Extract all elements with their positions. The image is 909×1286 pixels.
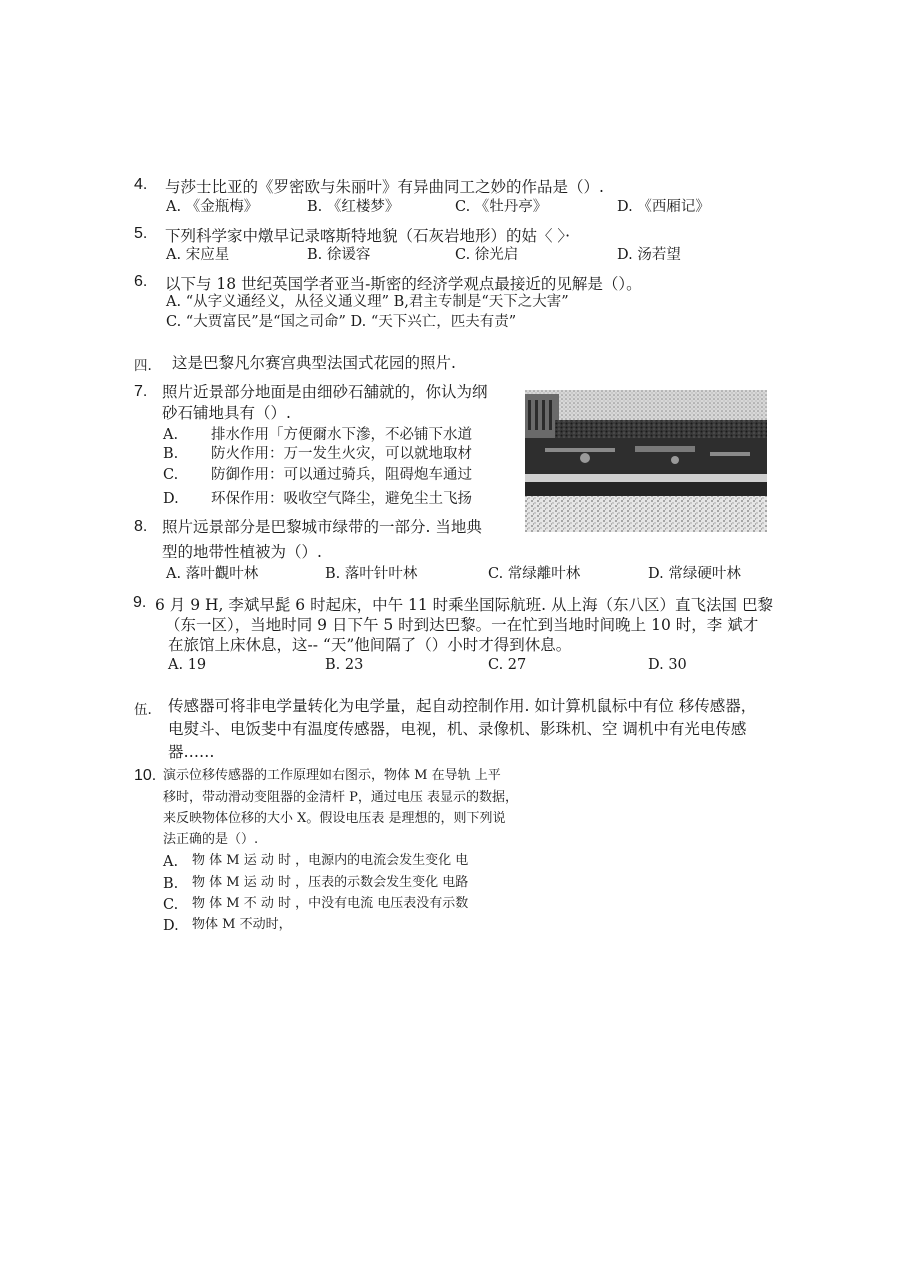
q10-text-line4: 法正确的是（）. <box>163 832 259 847</box>
q6-number: 6. <box>134 273 148 290</box>
q6-text: 以下与 18 世纪英国学者亚当-斯密的经济学观点最接近的见解是（）。 <box>165 275 642 293</box>
q5-text: 下列科学家中燉早记录喀斯特地貌（石灰岩地形）的姑〈 〉· <box>165 227 571 245</box>
q10-option-d-label: D. <box>163 918 179 934</box>
section5-text-line3: 器…… <box>168 743 215 761</box>
q8-option-b: B. 落叶针叶林 <box>325 566 418 582</box>
section4-number: 四. <box>134 358 152 374</box>
q9-option-c: C. 27 <box>488 657 527 673</box>
q7-number: 7. <box>134 383 148 400</box>
q10-text-line1: 演示位移传感器的工作原理如右图示，物体 M 在导轨 上平 <box>163 768 501 783</box>
q9-option-d: D. 30 <box>648 657 687 673</box>
q7-option-b-label: B. <box>163 446 179 462</box>
q5-option-a: A. 宋应星 <box>166 247 230 263</box>
q9-number: 9. <box>133 594 147 611</box>
q10-number: 10. <box>134 767 157 784</box>
q4-option-b: B. 《红楼梦》 <box>307 199 400 215</box>
section5-number: 伍. <box>134 702 152 718</box>
q7-text-line2: 砂石铺地具有（）. <box>162 404 291 422</box>
section4-text: 这是巴黎凡尔赛宫典型法国式花园的照片. <box>172 354 456 372</box>
q4-text: 与莎士比亚的《罗密欧与朱丽叶》有异曲同工之妙的作品是（）. <box>165 178 604 196</box>
q5-option-d: D. 汤若望 <box>617 247 681 263</box>
q7-option-a-text: 排水作用「方便爾水下滲，不必铺下水道 <box>211 427 472 443</box>
q7-option-b-text: 防火作用：万一发生火灾，可以就地取材 <box>211 446 472 462</box>
versailles-garden-photo <box>525 390 767 532</box>
q5-number: 5. <box>134 225 148 242</box>
q6-options-line1: A. “从字义通经义，从径义通义理” B,君主专制是“天下之大害” <box>166 294 569 310</box>
q9-text-line3: 在旅馆上床休息，这-- “天”他间隔了（）小时才得到休息。 <box>168 636 572 654</box>
q10-option-a-label: A. <box>163 854 179 870</box>
q4-option-d: D. 《西厢记》 <box>617 199 710 215</box>
q9-text-line2: （东一区），当地时同 9 日下午 5 时到达巴黎。一在忙到当地时间晚上 10 时，李 斌才 <box>165 616 759 634</box>
q8-option-d: D. 常绿硬叶林 <box>648 566 741 582</box>
section5-text-line1: 传感器可将非电学量转化为电学量，起自动控制作用. 如计算机鼠标中有位 移传感器， <box>168 697 757 715</box>
q8-text-line2: 型的地带性植被为（）. <box>162 543 322 561</box>
gravel-ground <box>525 496 767 532</box>
q10-text-line3: 来反映物体位移的大小 X。假设电压表 是理想的，则下列说 <box>163 811 506 826</box>
q10-text-line2: 移时，带动滑动变阻器的金清杆 P，通过电压 表显示的数据， <box>163 790 519 805</box>
q10-option-a-text: 物 体 M 运 动 时 ，电源内的电流会发生变化 电 <box>192 853 469 868</box>
q10-option-b-text: 物 体 M 运 动 时 ，压表的示数会发生变化 电路 <box>192 875 469 890</box>
q4-number: 4. <box>134 176 148 193</box>
section5-text-line2: 电熨斗、电饭斐中有温度传感器，电视，机、录像机、影珠机、空 调机中有光电传感 <box>168 720 747 738</box>
q7-option-d-text: 环保作用：吸收空气降尘，避免尘土飞扬 <box>211 491 472 507</box>
q7-option-d-label: D. <box>163 491 179 507</box>
q8-option-a: A. 落叶觀叶林 <box>166 566 259 582</box>
q9-option-a: A. 19 <box>168 657 207 673</box>
q10-option-c-text: 物 体 M 不 动 时 ，中没有电流 电压表没有示数 <box>192 896 469 911</box>
q7-option-a-label: A. <box>163 427 179 443</box>
q6-options-line2: C. “大贾富民”是“国之司命” D. “天下兴亡，匹夫有责” <box>166 314 517 330</box>
q8-option-c: C. 常绿離叶林 <box>488 566 581 582</box>
q5-option-c: C. 徐光启 <box>455 247 519 263</box>
q9-text-line1: 6 月 9 H, 李斌早髭 6 时起床，中午 11 时乘坐国际航班. 从上海（东八区）直飞法国 巴黎 <box>155 596 773 614</box>
q9-option-b: B. 23 <box>325 657 364 673</box>
q8-text-line1: 照片远景部分是巴黎城市绿带的一部分. 当地典 <box>162 518 482 536</box>
q10-option-d-text: 物体 M 不动时， <box>192 917 292 932</box>
q5-option-b: B. 徐谖容 <box>307 247 371 263</box>
q7-option-c-label: C. <box>163 467 179 483</box>
q7-option-c-text: 防御作用：可以通过骑兵，阻碍炮车通过 <box>211 467 472 483</box>
q4-option-c: C. 《牡丹亭》 <box>455 199 548 215</box>
q10-option-c-label: C. <box>163 897 179 913</box>
q10-option-b-label: B. <box>163 876 179 892</box>
q4-option-a: A. 《金瓶梅》 <box>166 199 259 215</box>
q7-text-line1: 照片近景部分地面是由细砂石舖就的，你认为纲 <box>162 383 488 401</box>
q8-number: 8. <box>134 518 148 535</box>
